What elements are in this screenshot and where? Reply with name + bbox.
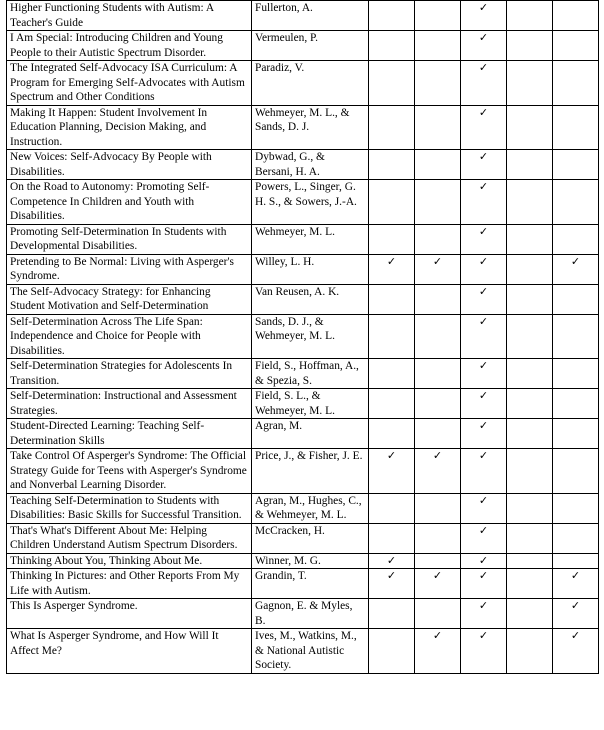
- book-title-cell: Thinking About You, Thinking About Me.: [7, 553, 252, 569]
- author-cell: Winner, M. G.: [252, 553, 369, 569]
- author-cell: Field, S., Hoffman, A., & Spezia, S.: [252, 359, 369, 389]
- checkmark-icon: ✓: [461, 1, 507, 31]
- resource-table: [6, 0, 599, 674]
- author-cell: Field, S. L., & Wehmeyer, M. L.: [252, 389, 369, 419]
- resource-table-body: [7, 1, 599, 674]
- checkmark-icon: ✓: [461, 449, 507, 494]
- empty-check-cell: [369, 314, 415, 359]
- book-title-cell: Self-Determination: Instructional and Assessment Strategies.: [7, 389, 252, 419]
- book-title-cell: Teaching Self-Determination to Students with Disabilities: Basic Skills for Successful Transition.: [7, 493, 252, 523]
- table-row: [7, 449, 599, 494]
- empty-check-cell: [507, 61, 553, 106]
- author-cell: Dybwad, G., & Bersani, H. A.: [252, 150, 369, 180]
- checkmark-icon: ✓: [461, 629, 507, 674]
- empty-check-cell: [553, 180, 599, 225]
- table-row: [7, 493, 599, 523]
- book-title-cell: That's What's Different About Me: Helping Children Understand Autism Spectrum Disorders.: [7, 523, 252, 553]
- book-title-cell: Thinking In Pictures: and Other Reports From My Life with Autism.: [7, 569, 252, 599]
- empty-check-cell: [553, 493, 599, 523]
- empty-check-cell: [507, 553, 553, 569]
- empty-check-cell: [369, 523, 415, 553]
- empty-check-cell: [415, 31, 461, 61]
- empty-check-cell: [553, 31, 599, 61]
- checkmark-icon: ✓: [461, 553, 507, 569]
- empty-check-cell: [553, 105, 599, 150]
- empty-check-cell: [415, 61, 461, 106]
- book-title-cell: What Is Asperger Syndrome, and How Will It Affect Me?: [7, 629, 252, 674]
- empty-check-cell: [507, 284, 553, 314]
- book-title-cell: Self-Determination Across The Life Span: Independence and Choice for People with Disabilities.: [7, 314, 252, 359]
- empty-check-cell: [507, 254, 553, 284]
- checkmark-icon: ✓: [461, 180, 507, 225]
- empty-check-cell: [369, 150, 415, 180]
- table-row: [7, 254, 599, 284]
- empty-check-cell: [507, 314, 553, 359]
- empty-check-cell: [507, 569, 553, 599]
- checkmark-icon: ✓: [369, 254, 415, 284]
- checkmark-icon: ✓: [461, 31, 507, 61]
- author-cell: Paradiz, V.: [252, 61, 369, 106]
- empty-check-cell: [507, 419, 553, 449]
- empty-check-cell: [415, 389, 461, 419]
- checkmark-icon: ✓: [415, 569, 461, 599]
- author-cell: Wehmeyer, M. L.: [252, 224, 369, 254]
- empty-check-cell: [507, 105, 553, 150]
- empty-check-cell: [507, 359, 553, 389]
- empty-check-cell: [415, 599, 461, 629]
- empty-check-cell: [507, 523, 553, 553]
- empty-check-cell: [369, 31, 415, 61]
- table-row: [7, 359, 599, 389]
- author-cell: Willey, L. H.: [252, 254, 369, 284]
- book-title-cell: The Self-Advocacy Strategy: for Enhancing Student Motivation and Self-Determination: [7, 284, 252, 314]
- checkmark-icon: ✓: [461, 599, 507, 629]
- table-row: [7, 284, 599, 314]
- table-row: [7, 61, 599, 106]
- empty-check-cell: [507, 493, 553, 523]
- empty-check-cell: [369, 389, 415, 419]
- empty-check-cell: [553, 389, 599, 419]
- empty-check-cell: [369, 493, 415, 523]
- author-cell: Fullerton, A.: [252, 1, 369, 31]
- empty-check-cell: [553, 449, 599, 494]
- checkmark-icon: ✓: [461, 389, 507, 419]
- empty-check-cell: [507, 599, 553, 629]
- empty-check-cell: [507, 150, 553, 180]
- table-row: [7, 31, 599, 61]
- author-cell: Vermeulen, P.: [252, 31, 369, 61]
- table-row: [7, 314, 599, 359]
- empty-check-cell: [507, 1, 553, 31]
- empty-check-cell: [415, 493, 461, 523]
- checkmark-icon: ✓: [461, 359, 507, 389]
- book-title-cell: Higher Functioning Students with Autism: A Teacher's Guide: [7, 1, 252, 31]
- empty-check-cell: [369, 61, 415, 106]
- empty-check-cell: [415, 105, 461, 150]
- checkmark-icon: ✓: [553, 569, 599, 599]
- book-title-cell: Self-Determination Strategies for Adolescents In Transition.: [7, 359, 252, 389]
- empty-check-cell: [369, 1, 415, 31]
- checkmark-icon: ✓: [553, 254, 599, 284]
- empty-check-cell: [415, 314, 461, 359]
- empty-check-cell: [415, 359, 461, 389]
- empty-check-cell: [369, 180, 415, 225]
- author-cell: Price, J., & Fisher, J. E.: [252, 449, 369, 494]
- empty-check-cell: [369, 599, 415, 629]
- table-row: [7, 419, 599, 449]
- table-row: [7, 150, 599, 180]
- author-cell: Agran, M.: [252, 419, 369, 449]
- book-title-cell: Making It Happen: Student Involvement In Education Planning, Decision Making, and Instruction.: [7, 105, 252, 150]
- checkmark-icon: ✓: [553, 599, 599, 629]
- checkmark-icon: ✓: [461, 61, 507, 106]
- empty-check-cell: [553, 314, 599, 359]
- book-title-cell: New Voices: Self-Advocacy By People with Disabilities.: [7, 150, 252, 180]
- empty-check-cell: [507, 31, 553, 61]
- checkmark-icon: ✓: [461, 523, 507, 553]
- table-row: [7, 224, 599, 254]
- empty-check-cell: [507, 180, 553, 225]
- book-title-cell: This Is Asperger Syndrome.: [7, 599, 252, 629]
- book-title-cell: I Am Special: Introducing Children and Young People to their Autistic Spectrum Disorder.: [7, 31, 252, 61]
- checkmark-icon: ✓: [461, 150, 507, 180]
- empty-check-cell: [415, 180, 461, 225]
- empty-check-cell: [553, 1, 599, 31]
- empty-check-cell: [369, 419, 415, 449]
- table-row: [7, 180, 599, 225]
- checkmark-icon: ✓: [461, 419, 507, 449]
- checkmark-icon: ✓: [461, 493, 507, 523]
- table-row: [7, 629, 599, 674]
- author-cell: Sands, D. J., & Wehmeyer, M. L.: [252, 314, 369, 359]
- checkmark-icon: ✓: [461, 224, 507, 254]
- empty-check-cell: [415, 523, 461, 553]
- table-row: [7, 523, 599, 553]
- empty-check-cell: [507, 389, 553, 419]
- empty-check-cell: [553, 61, 599, 106]
- table-row: [7, 389, 599, 419]
- empty-check-cell: [553, 150, 599, 180]
- empty-check-cell: [415, 553, 461, 569]
- empty-check-cell: [415, 150, 461, 180]
- author-cell: McCracken, H.: [252, 523, 369, 553]
- empty-check-cell: [415, 284, 461, 314]
- author-cell: Agran, M., Hughes, C., & Wehmeyer, M. L.: [252, 493, 369, 523]
- book-title-cell: Pretending to Be Normal: Living with Asperger's Syndrome.: [7, 254, 252, 284]
- empty-check-cell: [553, 224, 599, 254]
- author-cell: Grandin, T.: [252, 569, 369, 599]
- book-title-cell: Promoting Self-Determination In Students with Developmental Disabilities.: [7, 224, 252, 254]
- checkmark-icon: ✓: [369, 449, 415, 494]
- checkmark-icon: ✓: [461, 254, 507, 284]
- book-title-cell: On the Road to Autonomy: Promoting Self-Competence In Children and Youth with Disabilities.: [7, 180, 252, 225]
- author-cell: Ives, M., Watkins, M., & National Autistic Society.: [252, 629, 369, 674]
- checkmark-icon: ✓: [415, 254, 461, 284]
- empty-check-cell: [507, 629, 553, 674]
- checkmark-icon: ✓: [415, 449, 461, 494]
- table-row: [7, 569, 599, 599]
- empty-check-cell: [369, 224, 415, 254]
- empty-check-cell: [553, 284, 599, 314]
- table-row: [7, 1, 599, 31]
- empty-check-cell: [369, 629, 415, 674]
- empty-check-cell: [507, 449, 553, 494]
- table-row: [7, 553, 599, 569]
- checkmark-icon: ✓: [369, 553, 415, 569]
- empty-check-cell: [553, 523, 599, 553]
- empty-check-cell: [415, 1, 461, 31]
- book-title-cell: Student-Directed Learning: Teaching Self-Determination Skills: [7, 419, 252, 449]
- book-title-cell: The Integrated Self-Advocacy ISA Curriculum: A Program for Emerging Self-Advocates with Autism Spectrum and Other Conditions: [7, 61, 252, 106]
- empty-check-cell: [415, 224, 461, 254]
- empty-check-cell: [415, 419, 461, 449]
- empty-check-cell: [369, 359, 415, 389]
- empty-check-cell: [507, 224, 553, 254]
- book-title-cell: Take Control Of Asperger's Syndrome: The Official Strategy Guide for Teens with Asperger's Syndrome and Nonverbal Learning Disorder.: [7, 449, 252, 494]
- empty-check-cell: [369, 284, 415, 314]
- empty-check-cell: [369, 105, 415, 150]
- checkmark-icon: ✓: [369, 569, 415, 599]
- checkmark-icon: ✓: [461, 284, 507, 314]
- checkmark-icon: ✓: [461, 105, 507, 150]
- author-cell: Powers, L., Singer, G. H. S., & Sowers, J.-A.: [252, 180, 369, 225]
- author-cell: Van Reusen, A. K.: [252, 284, 369, 314]
- empty-check-cell: [553, 359, 599, 389]
- author-cell: Wehmeyer, M. L., & Sands, D. J.: [252, 105, 369, 150]
- checkmark-icon: ✓: [461, 569, 507, 599]
- empty-check-cell: [553, 553, 599, 569]
- checkmark-icon: ✓: [461, 314, 507, 359]
- checkmark-icon: ✓: [553, 629, 599, 674]
- table-row: [7, 105, 599, 150]
- checkmark-icon: ✓: [415, 629, 461, 674]
- author-cell: Gagnon, E. & Myles, B.: [252, 599, 369, 629]
- table-row: [7, 599, 599, 629]
- empty-check-cell: [553, 419, 599, 449]
